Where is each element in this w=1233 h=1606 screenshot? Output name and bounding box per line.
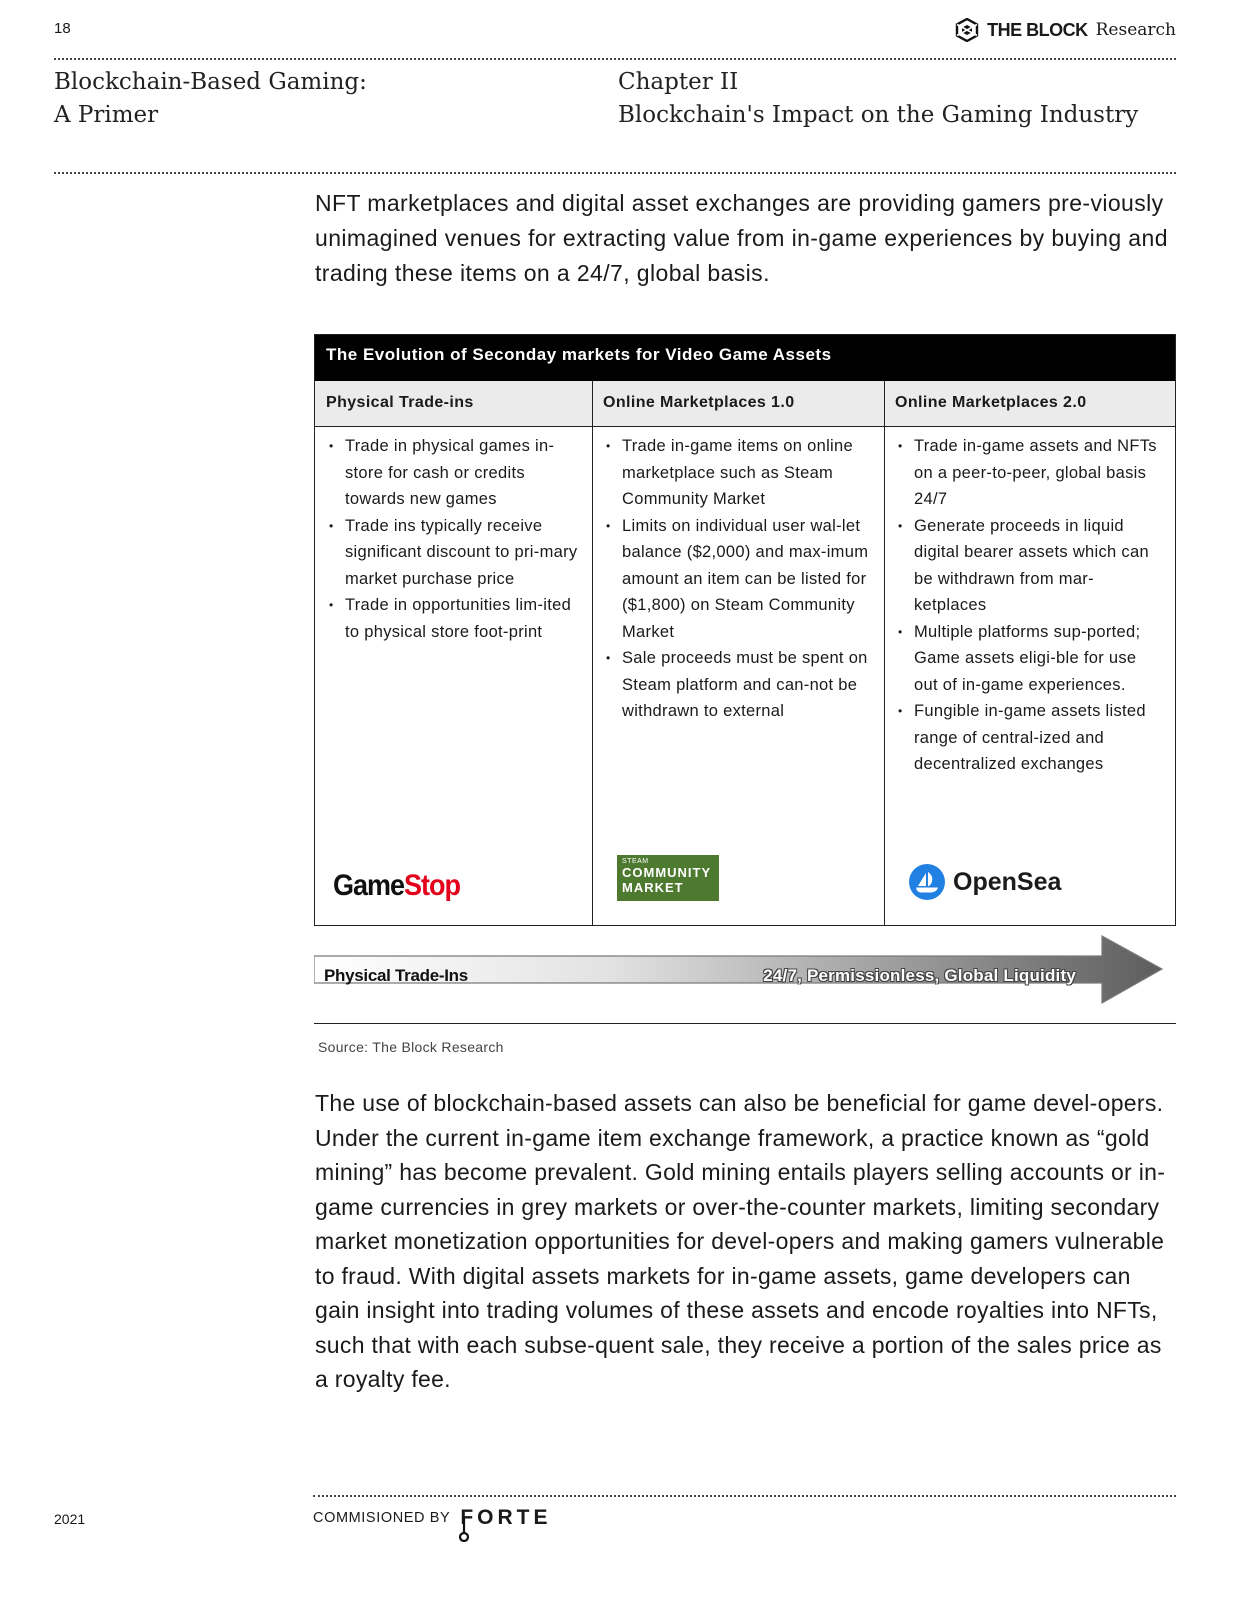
gamestop-logo-stop: Stop: [404, 868, 461, 902]
list-item: • Trade in opportunities lim-ited to physical store foot-print: [329, 592, 578, 645]
list-item: • Trade ins typically receive significant discount to pri-mary market purchase price: [329, 513, 578, 593]
brand-name: THE BLOCK: [987, 19, 1088, 40]
column-online-1: [592, 427, 884, 925]
list-item: • Fungible in-game assets listed range of central-ized and decentralized exchanges: [898, 698, 1161, 778]
source-divider: [314, 1023, 1176, 1024]
footer-year: 2021: [54, 1511, 86, 1527]
page-number: 18: [54, 20, 71, 37]
gamestop-logo: [333, 868, 460, 902]
liquidity-arrow: [314, 933, 1164, 1005]
the-block-logo-icon: [955, 18, 979, 42]
document-title: [54, 66, 367, 132]
commissioned-label: COMMISIONED BY: [313, 1510, 451, 1526]
bullet-list: [898, 433, 1161, 778]
chapter-title-line2: Blockchain's Impact on the Gaming Industry: [618, 102, 1139, 128]
steam-community-market-logo: [617, 855, 719, 901]
list-item: • Sale proceeds must be spent on Steam platform and can-not be withdrawn to external: [606, 645, 870, 725]
evolution-table: [314, 334, 1176, 926]
forte-key-icon: [459, 1518, 473, 1542]
column-header-online-1: Online Marketplaces 1.0: [592, 381, 884, 427]
column-online-2: [884, 427, 1175, 925]
forte-logo: [460, 1506, 551, 1530]
column-header-physical: Physical Trade-ins: [315, 381, 592, 427]
bullet-list: [329, 433, 578, 645]
opensea-ship-icon: [909, 864, 945, 900]
footer-divider: [313, 1495, 1176, 1497]
opensea-logo: [909, 864, 1061, 900]
list-item: • Generate proceeds in liquid digital bearer assets which can be withdrawn from mar-ketplaces: [898, 513, 1161, 619]
list-item: • Multiple platforms sup-ported; Game assets eligi-ble for use out of in-game experiences.: [898, 619, 1161, 699]
steam-logo-line1: COMMUNITY: [622, 865, 712, 880]
intro-paragraph: NFT marketplaces and digital asset exchanges are providing gamers pre-viously unimagined venues for extracting value from in-game experiences by buying and trading these items on a 24/7, global basis.: [315, 190, 1168, 286]
document-title-line1: Blockchain-Based Gaming:: [54, 69, 367, 95]
column-physical: [315, 427, 592, 925]
forte-logo-text: FORTE: [460, 1506, 552, 1529]
arrow-end-label: 24/7, Permissionless, Global Liquidity: [763, 966, 1076, 985]
arrow-start-label: Physical Trade-Ins: [324, 966, 468, 985]
header-divider-top: [54, 58, 1176, 60]
footer-commissioned: [313, 1506, 552, 1534]
brand-subtitle: Research: [1095, 20, 1176, 40]
brand-logo: [955, 18, 1176, 42]
list-item: • Limits on individual user wal-let balance ($2,000) and max-imum amount an item can be listed for ($1,800) on Steam Community Market: [606, 513, 870, 646]
column-header-online-2: Online Marketplaces 2.0: [884, 381, 1175, 427]
header-divider-bottom: [54, 172, 1176, 174]
steam-logo-small: STEAM: [622, 858, 649, 865]
opensea-logo-text: OpenSea: [953, 867, 1062, 896]
bullet-list: [606, 433, 870, 725]
table-title: The Evolution of Seconday markets for Video Game Assets: [315, 335, 1175, 381]
list-item: • Trade in-game items on online marketplace such as Steam Community Market: [606, 433, 870, 513]
document-title-line2: A Primer: [54, 102, 159, 128]
chapter-title-line1: Chapter II: [618, 69, 739, 95]
list-item: • Trade in-game assets and NFTs on a peer-to-peer, global basis 24/7: [898, 433, 1161, 513]
gamestop-logo-game: Game: [333, 868, 405, 902]
steam-logo-line2: MARKET: [622, 880, 684, 895]
chapter-title: [618, 66, 1138, 132]
source-caption: Source: The Block Research: [318, 1039, 504, 1055]
list-item: • Trade in physical games in-store for cash or credits towards new games: [329, 433, 578, 513]
body-paragraph: The use of blockchain-based assets can also be beneficial for game devel-opers. Under the current in-game item exchange framework, a practice known as “gold mining” has become prevalent. Gold mining entails players selling accounts or in-game currencies in grey markets or over-the-counter markets, limiting secondary market monetization opportunities for devel-opers and making gamers vulnerable to fraud. With digital assets markets for in-game assets, game developers can gain insight into trading volumes of these assets and encode royalties into NFTs, such that with each subse-quent sale, they receive a portion of the sales price as a royalty fee.: [315, 1090, 1166, 1392]
